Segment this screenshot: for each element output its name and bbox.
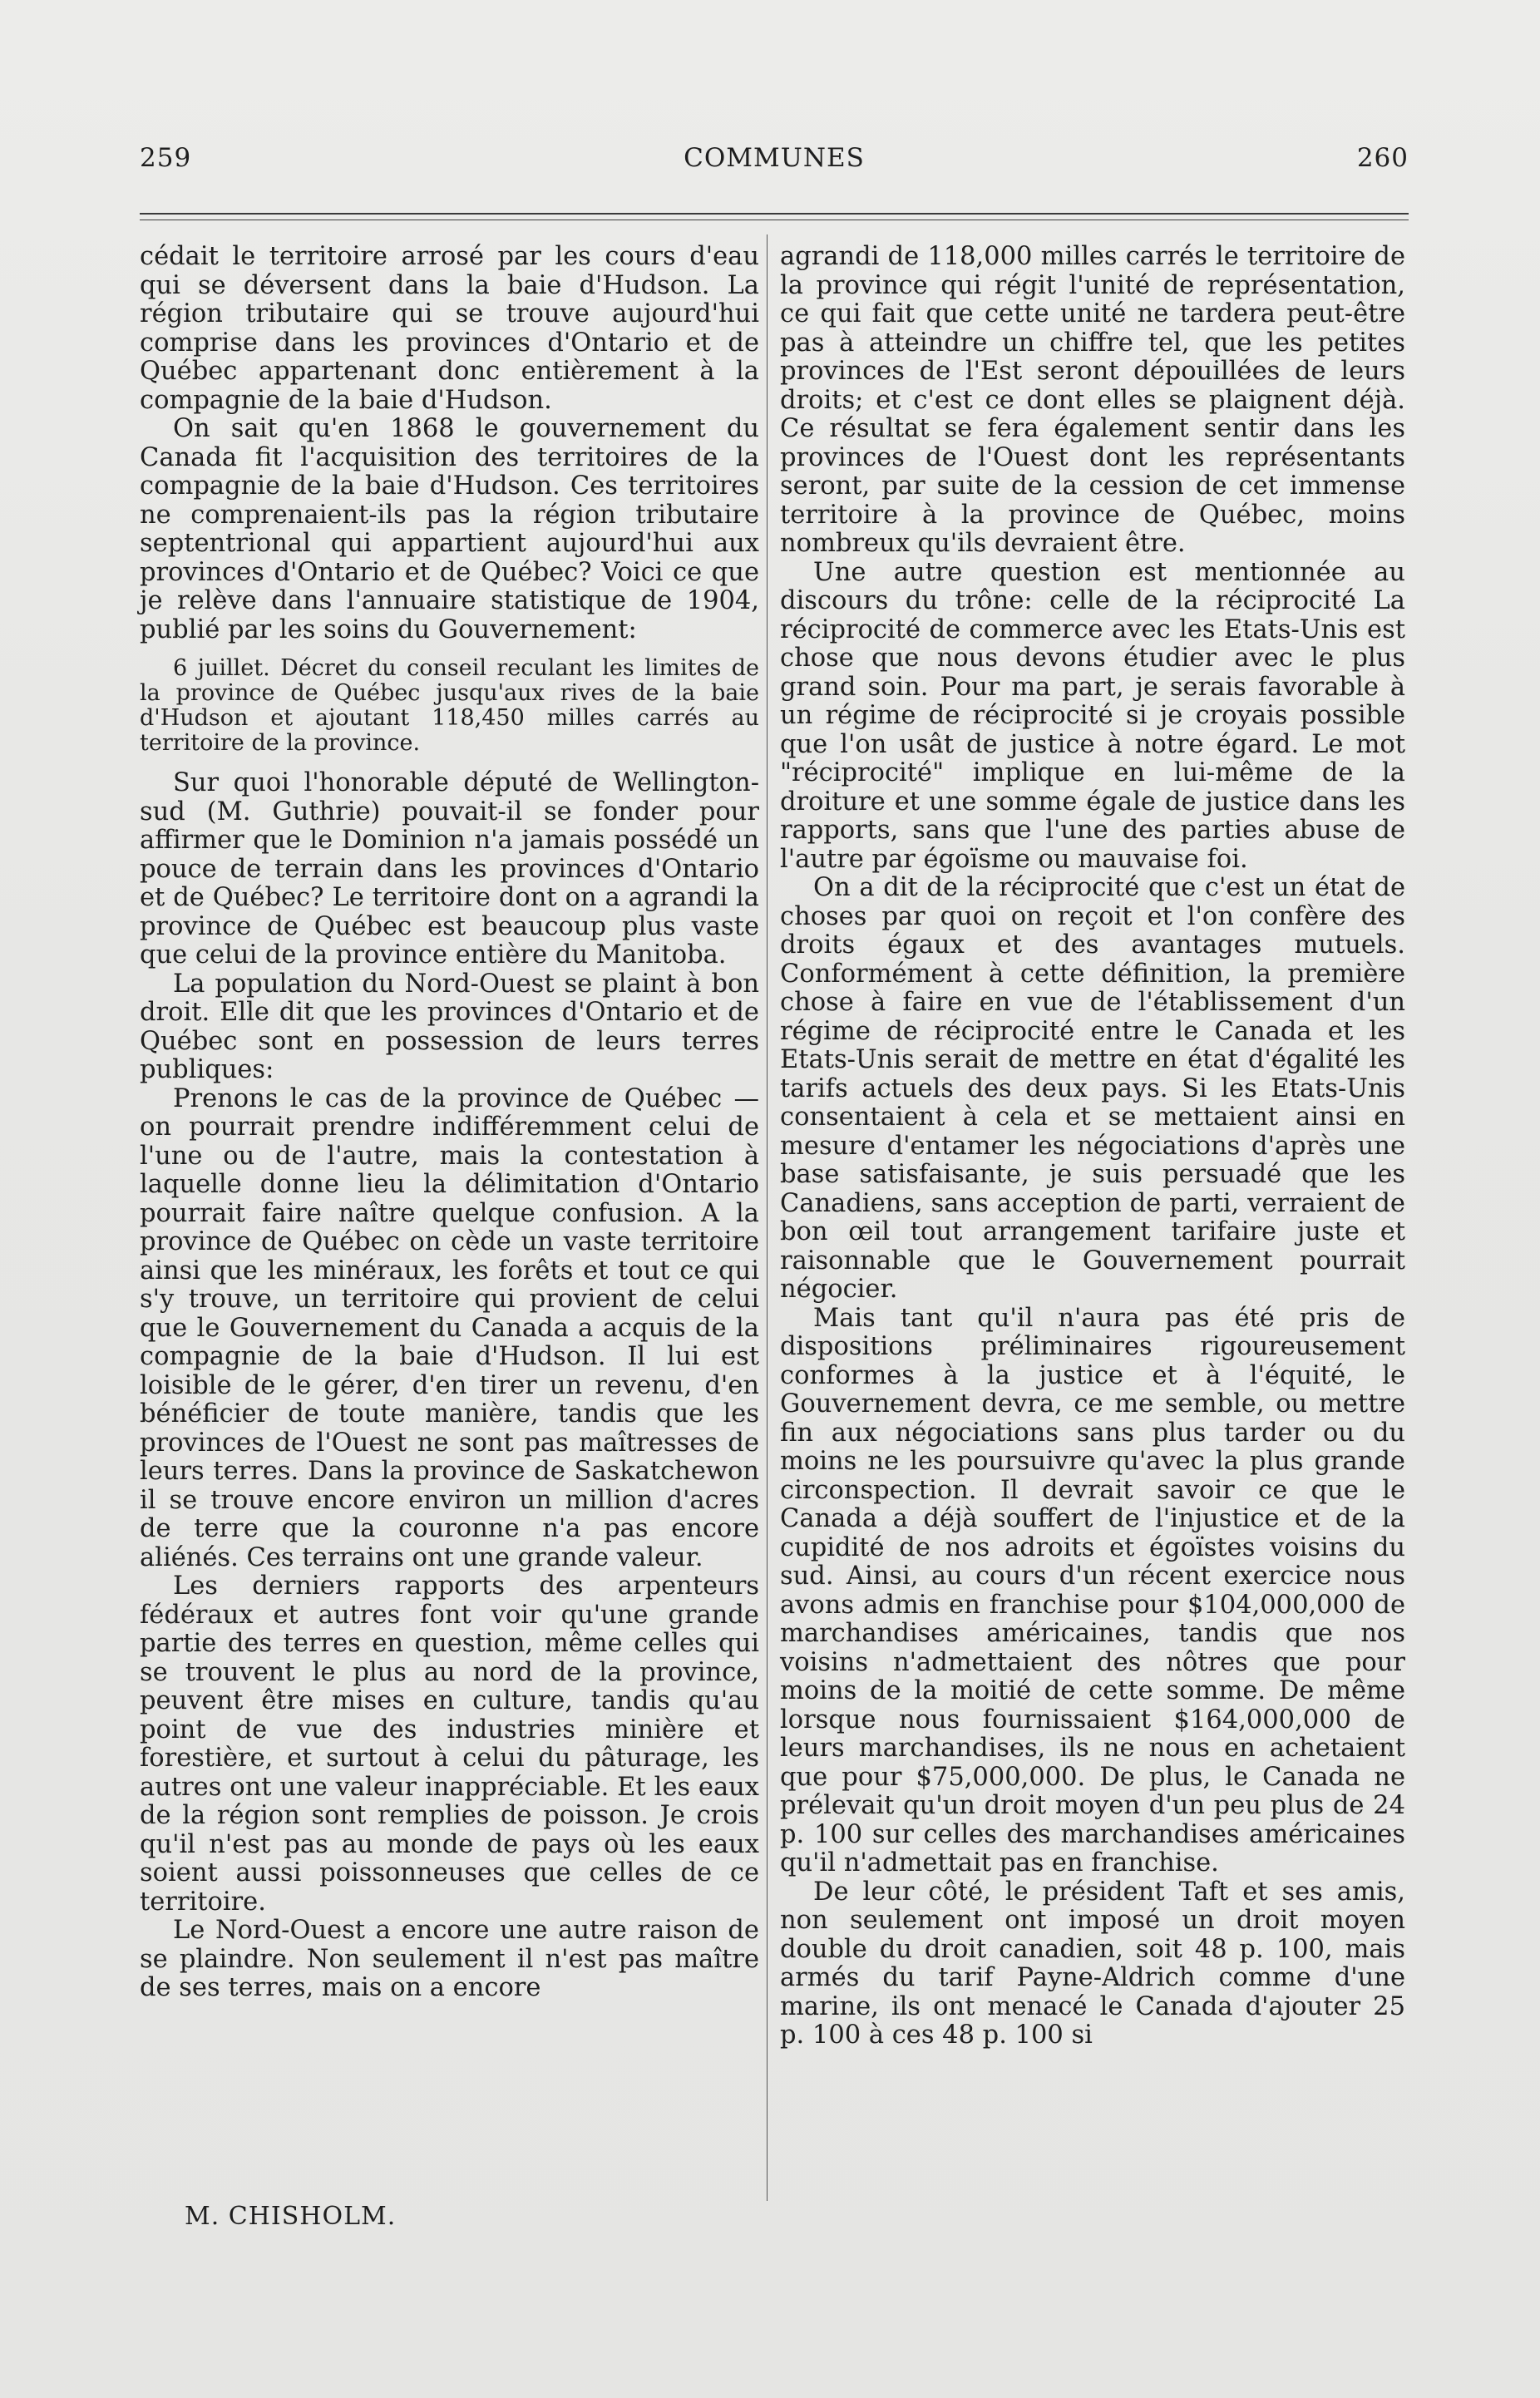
paragraph: Une autre question est mentionnée au discours du trône: celle de la réciprocité La réciprocité de commerce avec les Etats-Unis est chose que nous devons étudier avec le plus grand soin. Pour ma part, je serais favorable à un régime de réciprocité si je croyais possible que l'on usât de justice à notre égard. Le mot "réciprocité" implique en lui-même de la droiture et une somme égale de justice dans les rapports, sans que l'une des parties abuse de l'autre par égoïsme ou mauvaise foi. <box>780 557 1405 874</box>
quoted-decree: 6 juillet. Décret du conseil reculant les limites de la province de Québec jusqu'aux rives de la baie d'Hudson et ajoutant 118,450 milles carrés au territoire de la province. <box>140 655 759 756</box>
right-column <box>780 243 1405 2050</box>
page-number-right: 260 <box>1356 143 1409 173</box>
page-header <box>140 143 1409 185</box>
left-column <box>140 243 759 2003</box>
paragraph: La population du Nord-Ouest se plaint à bon droit. Elle dit que les provinces d'Ontario et de Québec sont en possession de leurs terres publiques: <box>140 969 759 1084</box>
column-divider <box>767 234 768 2201</box>
paragraph: De leur côté, le président Taft et ses amis, non seulement ont imposé un droit moyen double du droit canadien, soit 48 p. 100, mais armés du tarif Payne-Aldrich comme d'une marine, ils ont menacé le Canada d'ajouter 25 p. 100 à ces 48 p. 100 si <box>780 1877 1405 2050</box>
paragraph: cédait le territoire arrosé par les cours d'eau qui se déversent dans la baie d'Hudson. La région tributaire qui se trouve aujourd'hui comprise dans les provinces d'Ontario et de Québec appartenant donc entièrement à la compagnie de la baie d'Hudson. <box>140 242 759 415</box>
paragraph: Les derniers rapports des arpenteurs fédéraux et autres font voir qu'une grande partie des terres en question, même celles qui se trouvent le plus au nord de la province, peuvent être mises en culture, tandis qu'au point de vue des industries minière et forestière, et surtout à celui du pâturage, les autres ont une valeur inappréciable. Et les eaux de la région sont remplies de poisson. Je crois qu'il n'est pas au monde de pays où les eaux soient aussi poissonneuses que celles de ce territoire. <box>140 1572 759 1917</box>
paragraph: On sait qu'en 1868 le gouvernement du Canada fit l'acquisition des territoires de la compagnie de la baie d'Hudson. Ces territoires ne comprenaient-ils pas la région tributaire septentrional qui appartient aujourd'hui aux provinces d'Ontario et de Québec? Voici ce que je relève dans l'annuaire statistique de 1904, publié par les soins du Gouvernement: <box>140 414 759 644</box>
speaker-footer: M. CHISHOLM. <box>185 2202 397 2231</box>
page-number-left: 259 <box>140 143 192 173</box>
paragraph: On a dit de la réciprocité que c'est un état de choses par quoi on reçoit et l'on confère des droits égaux et des avantages mutuels. Conformément à cette définition, la première chose à faire en vue de l'établissement d'un régime de réciprocité entre le Canada et les Etats-Unis serait de mettre en état d'égalité les tarifs actuels des deux pays. Si les Etats-Unis consentaient à cela et se mettaient ainsi en mesure d'entamer les négociations d'après une base satisfaisante, je suis persuadé que les Canadiens, sans acception de parti, verraient de bon œil tout arrangement tarifaire juste et raisonnable que le Gouvernement pourrait négocier. <box>780 873 1405 1304</box>
paragraph: Mais tant qu'il n'aura pas été pris de dispositions préliminaires rigoureusement conformes à la justice et à l'équité, le Gouvernement devra, ce me semble, ou mettre fin aux négociations sans plus tarder ou du moins ne les poursuivre qu'avec la plus grande circonspection. Il devrait savoir ce que le Canada a déjà souffert de l'injustice et de la cupidité de nos adroits et égoïstes voisins du sud. Ainsi, au cours d'un récent exercice nous avons admis en franchise pour $104,000,000 de marchandises américaines, tandis que nos voisins n'admettaient des nôtres que pour moins de la moitié de cette somme. De même lorsque nous fournissaient $164,000,000 de leurs marchandises, ils ne nous en achetaient que pour $75,000,000. De plus, le Canada ne prélevait qu'un droit moyen d'un peu plus de 24 p. 100 sur celles des marchandises américaines qu'il n'admettait pas en franchise. <box>780 1303 1405 1877</box>
paragraph: agrandi de 118,000 milles carrés le territoire de la province qui régit l'unité de représentation, ce qui fait que cette unité ne tardera peut-être pas à atteindre un chiffre tel, que les petites provinces de l'Est seront dépouillées de leurs droits; et c'est ce dont elles se plaignent déjà. Ce résultat se fera également sentir dans les provinces de l'Ouest dont les représentants seront, par suite de la cession de cet immense territoire à la province de Québec, moins nombreux qu'ils devraient être. <box>780 242 1405 558</box>
page-title: COMMUNES <box>684 143 865 173</box>
paragraph: Le Nord-Ouest a encore une autre raison de se plaindre. Non seulement il n'est pas maître de ses terres, mais on a encore <box>140 1916 759 2002</box>
paragraph: Prenons le cas de la province de Québec —on pourrait prendre indifféremment celui de l'une ou de l'autre, mais la contestation à laquelle donne lieu la délimitation d'Ontario pourrait faire naître quelque confusion. A la province de Québec on cède un vaste territoire ainsi que les minéraux, les forêts et tout ce qui s'y trouve, un territoire qui provient de celui que le Gouvernement du Canada a acquis de la compagnie de la baie d'Hudson. Il lui est loisible de le gérer, d'en tirer un revenu, d'en bénéficier de toute manière, tandis que les provinces de l'Ouest ne sont pas maîtresses de leurs terres. Dans la province de Saskatchewon il se trouve encore environ un million d'acres de terre que la couronne n'a pas encore aliénés. Ces terrains ont une grande valeur. <box>140 1083 759 1572</box>
paragraph: Sur quoi l'honorable député de Wellington-sud (M. Guthrie) pouvait-il se fonder pour affirmer que le Dominion n'a jamais possédé un pouce de terrain dans les provinces d'Ontario et de Québec? Le territoire dont on a agrandi la province de Québec est beaucoup plus vaste que celui de la province entière du Manitoba. <box>140 768 759 970</box>
header-rule-top <box>140 213 1409 215</box>
